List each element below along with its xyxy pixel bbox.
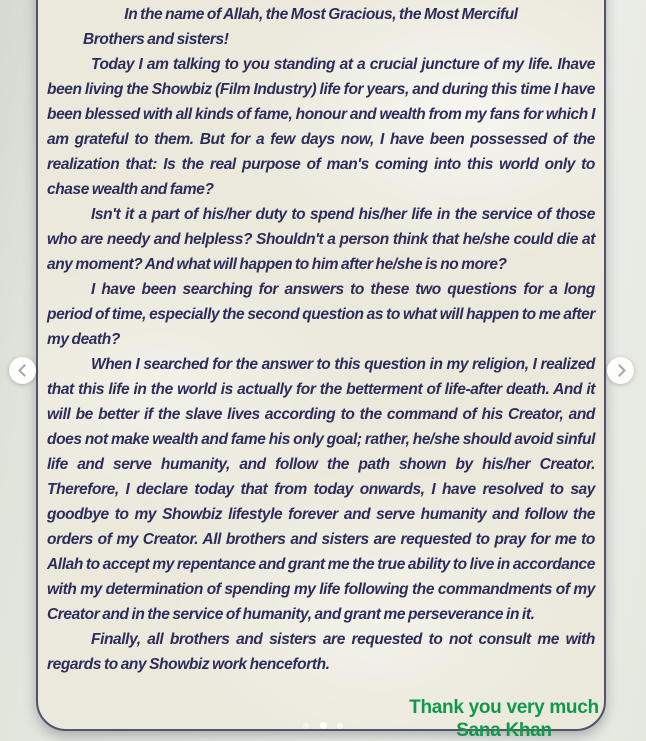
signature-name: Sana Khan	[456, 720, 552, 741]
letter-paragraph-2: Isn't it a part of his/her duty to spend his/her life in the service of those who are needy and helpless? Shouldn't a person think that he/she could die at any moment? And what will happen to him after he/she is no more?	[47, 206, 595, 273]
chevron-right-icon	[613, 364, 626, 377]
salutation-line: Brothers and sisters!	[83, 31, 229, 48]
letter-text	[38, 0, 604, 677]
bismillah-line: In the name of Allah, the Most Gracious, the Most Merciful	[124, 6, 518, 23]
letter-paragraph-4: When I searched for the answer to this question in my religion, I realized that this life in the world is actually for the betterment of life-after death. And it will be better if the slave lives according to the command of his Creator, and does not make wealth and fame his only goal; rather, he/she should avoid sinful life and serve humanity, and follow the path shown by his/her Creator. Therefore, I declare today that from today onwards, I have resolved to say goodbye to my Showbiz lifestyle forever and serve humanity and follow the orders of my Creator. All brothers and sisters are requested to pray for me to Allah to accept my repentance and grant me the true ability to live in accordance with my determination of spending my life following the commandments of my Creator and in the service of humanity, and grant me perseverance in it.	[47, 356, 595, 623]
carousel-dot-active[interactable]	[320, 722, 327, 729]
carousel-dot[interactable]	[337, 723, 343, 729]
carousel-prev-button[interactable]	[9, 357, 36, 384]
letter-paragraph-3: I have been searching for answers to these two questions for a long period of time, especially the second question as to what will happen to me after my death?	[47, 281, 595, 348]
letter-card	[36, 0, 606, 731]
carousel-dot[interactable]	[303, 723, 309, 729]
signature-thanks: Thank you very much	[409, 697, 599, 718]
carousel-dots	[0, 717, 646, 735]
letter-paragraph-5: Finally, all brothers and sisters are requested to not consult me with regards to any Showbiz work henceforth.	[47, 631, 595, 673]
chevron-left-icon	[18, 364, 31, 377]
carousel-next-button[interactable]	[607, 357, 634, 384]
letter-paragraph-1: Today I am talking to you standing at a crucial juncture of my life. Ihave been living the Showbiz (Film Industry) life for years, and during this time I have been blessed with all kinds of fame, honour and wealth from my fans for which I am grateful to them. But for a few days now, I have been possessed of the realization that: Is the real purpose of man's coming into this world only to chase wealth and fame?	[47, 56, 595, 198]
